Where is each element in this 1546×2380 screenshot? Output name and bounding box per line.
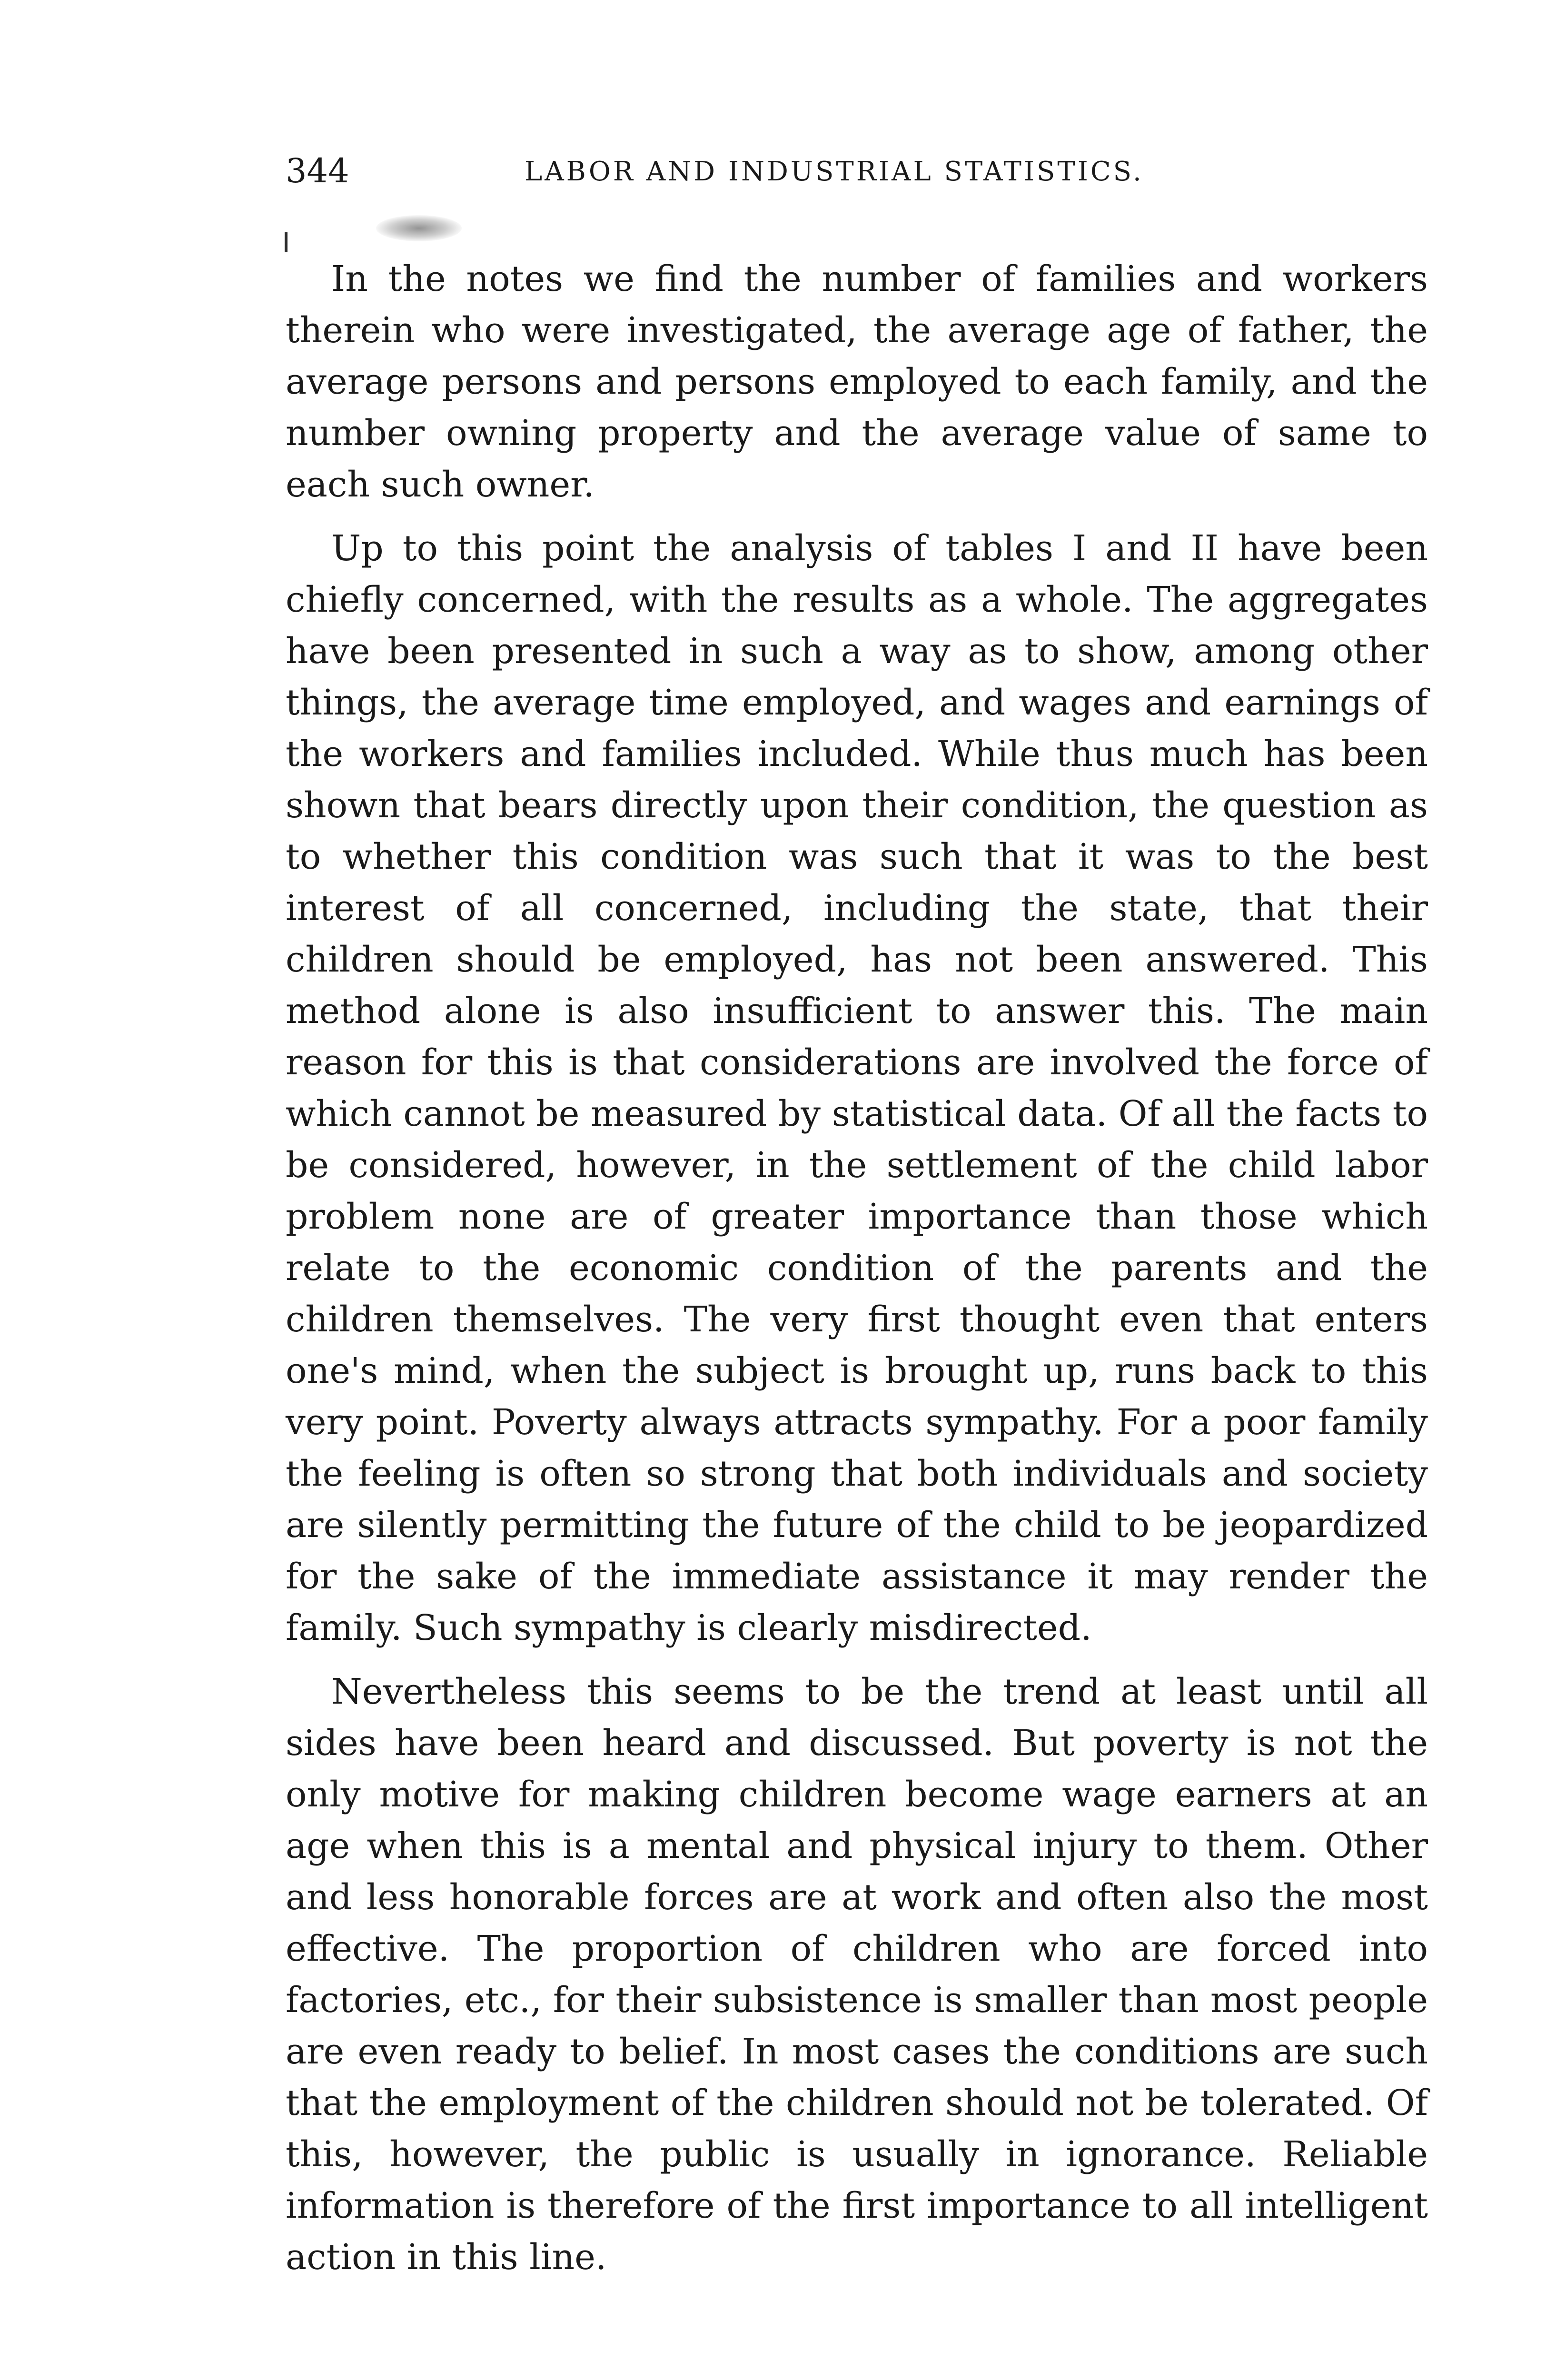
page-number: 344 (286, 151, 349, 190)
running-head: LABOR AND INDUSTRIAL STATISTICS. (525, 156, 1144, 187)
margin-mark (285, 232, 287, 252)
ink-smudge (376, 215, 462, 241)
page-header (286, 151, 1238, 208)
paragraph-3: Nevertheless this seems to be the trend at least until all sides have been heard and discussed. But poverty is not the only motive for making children become wage earners at an age when this is a mental and physical injury to them. Other and less honorable forces are at work and often also the most effective. The proportion of children who are forced into factories, etc., for their subsistence is smaller than most people are even ready to belief. In most cases the conditions are such that the employment of the children should not be tolerated. Of this, however, the public is usually in ignorance. Reliable information is therefore of the first importance to all intelligent action in this line. (286, 1671, 1428, 2278)
paragraph-1: In the notes we find the number of families and workers therein who were investigated, the average age of father, the average persons and persons employed to each family, and the number owning property and the average value of same to each such owner. (286, 258, 1428, 505)
paragraph-2: Up to this point the analysis of tables I and II have been chiefly concerned, with the results as a whole. The aggregates have been presented in such a way as to show, among other things, the average time employed, and wages and earnings of the workers and families included. While thus much has been shown that bears directly upon their condition, the question as to whether this condition was such that it was to the best interest of all concerned, including the state, that their children should be employed, has not been answered. This method alone is also insufficient to answer this. The main reason for this is that considerations are involved the force of which cannot be measured by statistical data. Of all the facts to be considered, however, in the settlement of the child labor problem none are of greater importance than those which relate to the economic condition of the parents and the children themselves. The very first thought even that enters one's mind, when the subject is brought up, runs back to this very point. Poverty always attracts sympathy. For a poor family the feeling is often so strong that both individuals and society are silently permitting the future of the child to be jeopardized for the sake of the immediate assistance it may render the family. Such sympathy is clearly misdirected. (286, 528, 1428, 1648)
body-text (286, 253, 1428, 2283)
